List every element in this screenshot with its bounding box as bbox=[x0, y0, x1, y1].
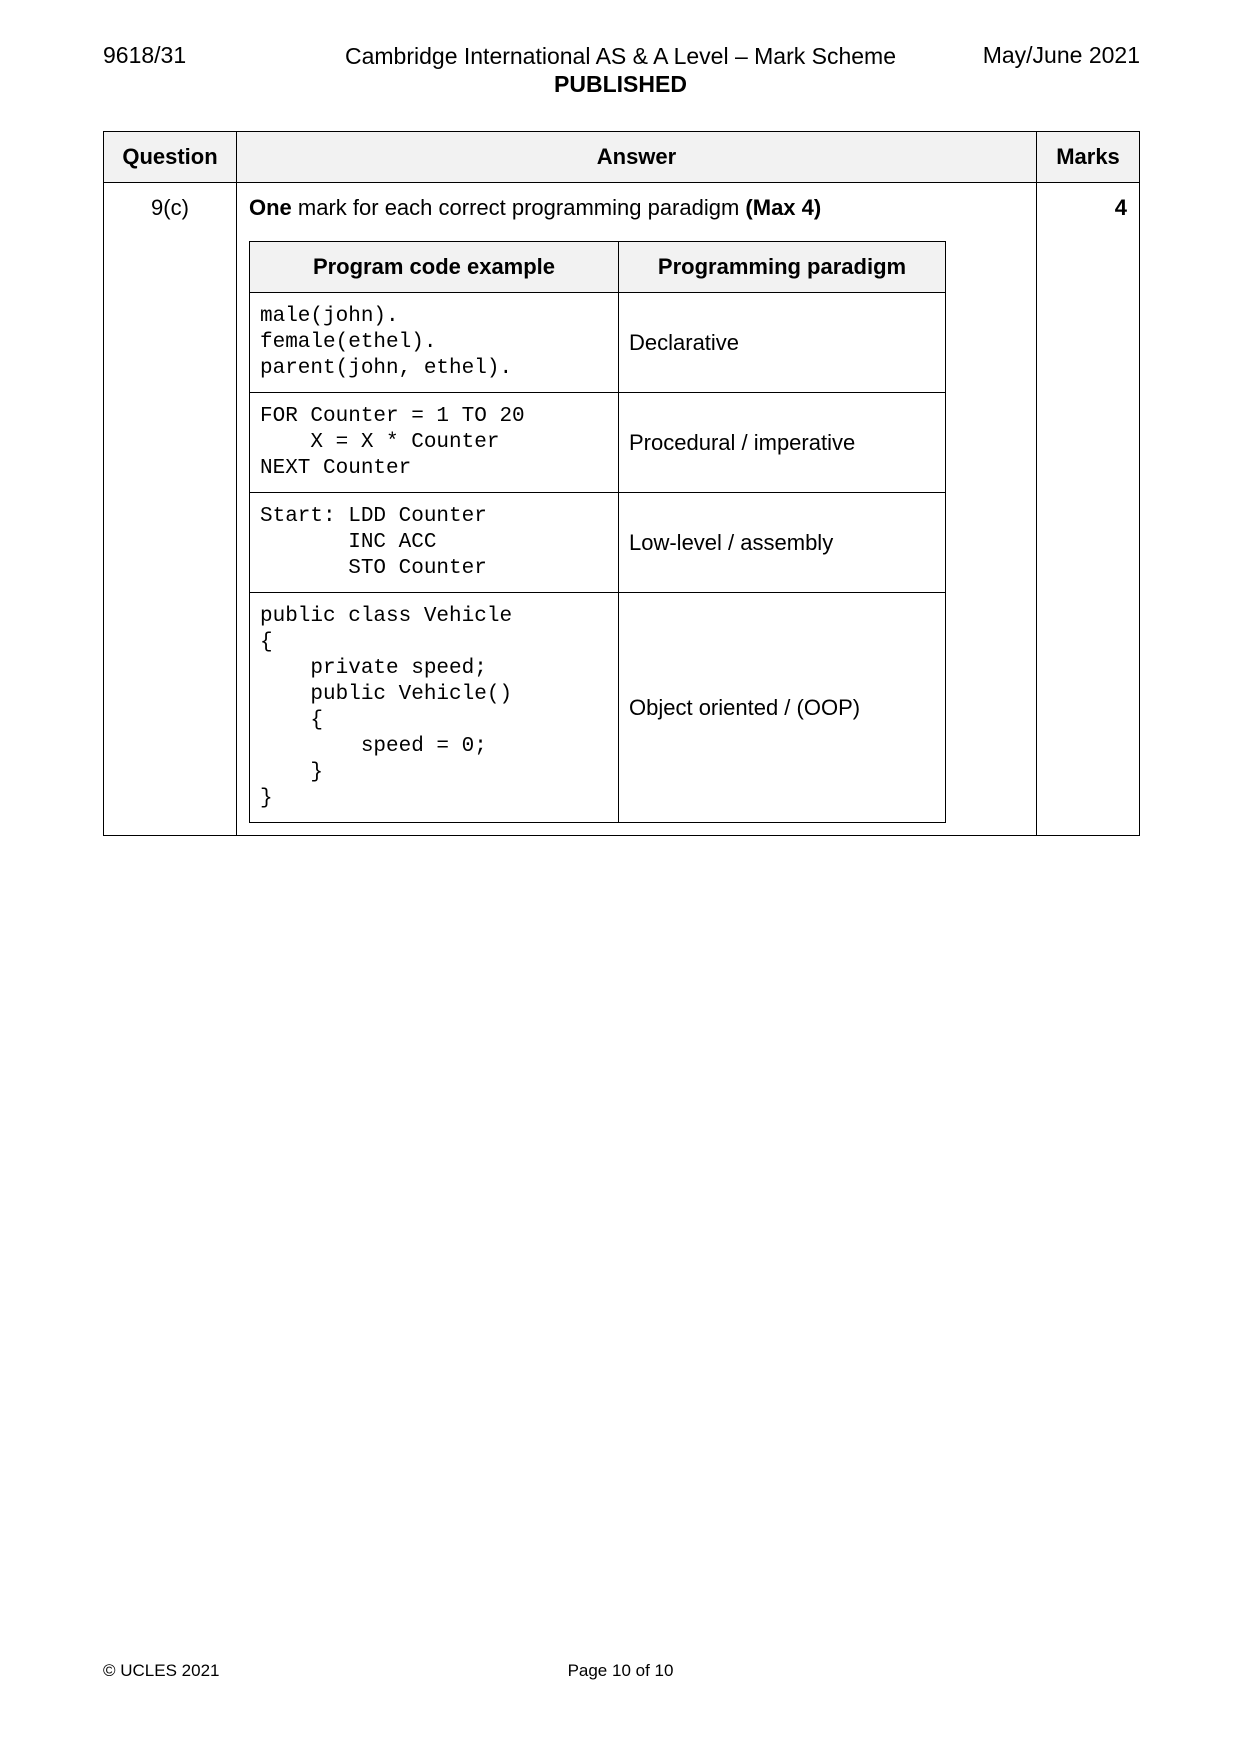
paradigm-name: Declarative bbox=[619, 293, 946, 393]
code-example: Start: LDD Counter INC ACC STO Counter bbox=[250, 493, 619, 593]
exam-session: May/June 2021 bbox=[982, 42, 1140, 68]
question-header: Question bbox=[104, 132, 237, 183]
intro-text: mark for each correct programming paradigm bbox=[291, 195, 746, 220]
marks-value: 4 bbox=[1037, 183, 1140, 836]
paradigm-row bbox=[250, 593, 946, 823]
document-title: Cambridge International AS & A Level – Mark Scheme bbox=[344, 43, 897, 69]
paradigm-header: Programming paradigm bbox=[619, 242, 946, 293]
paradigm-name: Object oriented / (OOP) bbox=[619, 593, 946, 823]
paradigm-table bbox=[249, 241, 946, 823]
paradigm-row bbox=[250, 393, 946, 493]
copyright: © UCLES 2021 bbox=[103, 1661, 220, 1680]
paradigm-name: Low-level / assembly bbox=[619, 493, 946, 593]
code-example: public class Vehicle { private speed; public Vehicle() { speed = 0; } } bbox=[250, 593, 619, 823]
intro-max: (Max 4) bbox=[745, 195, 822, 220]
question-number: 9(c) bbox=[104, 183, 237, 836]
answer-cell bbox=[237, 183, 1037, 836]
table-row bbox=[104, 183, 1140, 836]
code-example-header: Program code example bbox=[250, 242, 619, 293]
code-example: FOR Counter = 1 TO 20 X = X * Counter NEXT Counter bbox=[250, 393, 619, 493]
published-label: PUBLISHED bbox=[554, 71, 687, 97]
intro-bold: One bbox=[249, 195, 292, 220]
page-number: Page 10 of 10 bbox=[567, 1661, 674, 1680]
paradigm-header-row bbox=[250, 242, 946, 293]
answer-header: Answer bbox=[237, 132, 1037, 183]
marks-header: Marks bbox=[1037, 132, 1140, 183]
answer-intro bbox=[249, 195, 1024, 221]
table-header-row bbox=[104, 132, 1140, 183]
code-example: male(john). female(ethel). parent(john, ethel). bbox=[250, 293, 619, 393]
paradigm-name: Procedural / imperative bbox=[619, 393, 946, 493]
paradigm-row bbox=[250, 493, 946, 593]
paper-code: 9618/31 bbox=[103, 42, 187, 68]
mark-scheme-table bbox=[103, 131, 1140, 836]
paradigm-row bbox=[250, 293, 946, 393]
